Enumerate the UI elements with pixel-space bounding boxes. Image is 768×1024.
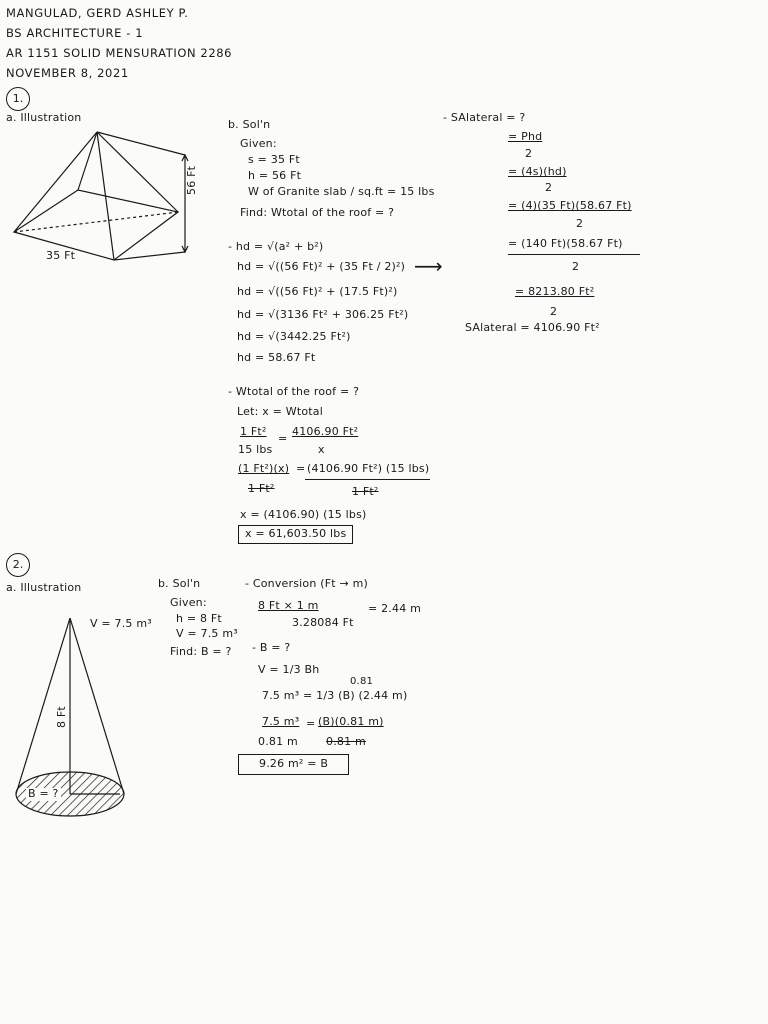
p2-height-label: 8 Ft [55, 706, 68, 728]
problem-2-number: 2. [6, 553, 30, 577]
p1-base-label: 35 Ft [46, 249, 76, 262]
p1-given-label: Given: [240, 137, 277, 150]
subject-label: AR 1151 SOLID MENSURATION 2286 [6, 46, 233, 60]
sa-result: SAlateral = 4106.90 Ft² [465, 321, 600, 334]
w-cross-left-num: (1 Ft²)(x) [238, 462, 290, 475]
b-step-2-eq: = [306, 717, 316, 730]
w-cross-eq: = [296, 462, 306, 475]
w-cross-right-den: 1 Ft² [352, 485, 379, 498]
sa-step-3-num: = (4)(35 Ft)(58.67 Ft) [508, 199, 632, 212]
sa-step-4-num: = (140 Ft)(58.67 Ft) [508, 237, 623, 250]
b-step-2-left-den: 0.81 m [258, 735, 298, 748]
p1-given-h: h = 56 Ft [248, 169, 302, 182]
w-step: x = (4106.90) (15 lbs) [240, 508, 367, 521]
p2-given-label: Given: [170, 596, 207, 609]
b-step-2-right-num: (B)(0.81 m) [318, 715, 384, 728]
p2-given-v: V = 7.5 m³ [176, 627, 238, 640]
w-cross-right-num: (4106.90 Ft²) (15 lbs) [307, 462, 430, 475]
conv-result: = 2.44 m [368, 602, 422, 615]
p1-height-label: 56 Ft [185, 165, 198, 195]
w-ratio-left-den: 15 lbs [238, 443, 273, 456]
cone-side [70, 618, 124, 794]
sa-step-4-den: 2 [572, 260, 580, 273]
p2-base-label: B = ? [28, 787, 59, 800]
p2-given-h: h = 8 Ft [176, 612, 222, 625]
w-result-box: x = 61,603.50 lbs [238, 525, 353, 544]
b-step-2-right-den: 0.81 m [326, 735, 366, 748]
hd-result: hd = 58.67 Ft [237, 351, 316, 364]
p1-given-w: W of Granite slab / sq.ft = 15 lbs [248, 185, 435, 198]
sa-title: - SAlateral = ? [443, 111, 526, 124]
w-title: - Wtotal of the roof = ? [228, 385, 360, 398]
course-label: BS ARCHITECTURE - 1 [6, 26, 144, 40]
hd-step-1: hd = √((56 Ft)² + (35 Ft / 2)²) [237, 260, 406, 273]
hd-formula: - hd = √(a² + b²) [228, 240, 324, 253]
p1-solution-label: b. Sol'n [228, 118, 271, 131]
p1-find: Find: Wtotal of the roof = ? [240, 206, 395, 219]
p1-illustration-label: a. Illustration [6, 111, 82, 124]
sa-step-3-den: 2 [576, 217, 584, 230]
sa-step-5-num: = 8213.80 Ft² [515, 285, 595, 298]
w-ratio-eq: = [278, 432, 288, 445]
w-ratio-right-den: x [318, 443, 325, 456]
hd-step-2: hd = √((56 Ft)² + (17.5 Ft)²) [237, 285, 398, 298]
conv-num: 8 Ft × 1 m [258, 599, 319, 612]
arrow-to-sa: ⟶ [414, 254, 443, 278]
hd-step-4: hd = √(3442.25 Ft²) [237, 330, 351, 343]
problem-1-number: 1. [6, 87, 30, 111]
hd-step-3: hd = √(3136 Ft² + 306.25 Ft²) [237, 308, 409, 321]
student-name: MANGULAD, GERD ASHLEY P. [6, 6, 189, 20]
date-label: NOVEMBER 8, 2021 [6, 66, 129, 80]
p2-solution-label: b. Sol'n [158, 577, 201, 590]
b-formula: V = 1/3 Bh [258, 663, 320, 676]
sa-step-2-num: = (4s)(hd) [508, 165, 567, 178]
sa-step-1-num: = Phd [508, 130, 543, 143]
p2-illustration-label: a. Illustration [6, 581, 82, 594]
p1-given-s: s = 35 Ft [248, 153, 300, 166]
b-step-1: 7.5 m³ = 1/3 (B) (2.44 m) [262, 689, 408, 702]
sa-step-2-den: 2 [545, 181, 553, 194]
b-step-2-left-num: 7.5 m³ [262, 715, 300, 728]
conv-den: 3.28084 Ft [292, 616, 354, 629]
b-result-box: 9.26 m² = B [238, 754, 349, 775]
p2-find: Find: B = ? [170, 645, 232, 658]
p2-volume-label: V = 7.5 m³ [90, 617, 152, 630]
w-ratio-left-num: 1 Ft² [240, 425, 267, 438]
w-cross-left-den: 1 Ft² [248, 482, 275, 495]
conv-title: - Conversion (Ft → m) [245, 577, 368, 590]
w-let: Let: x = Wtotal [237, 405, 323, 418]
b-annotation: 0.81 [350, 676, 374, 687]
sa-step-1-den: 2 [525, 147, 533, 160]
w-ratio-right-num: 4106.90 Ft² [292, 425, 359, 438]
sa-step-5-den: 2 [550, 305, 558, 318]
b-title: - B = ? [252, 641, 291, 654]
